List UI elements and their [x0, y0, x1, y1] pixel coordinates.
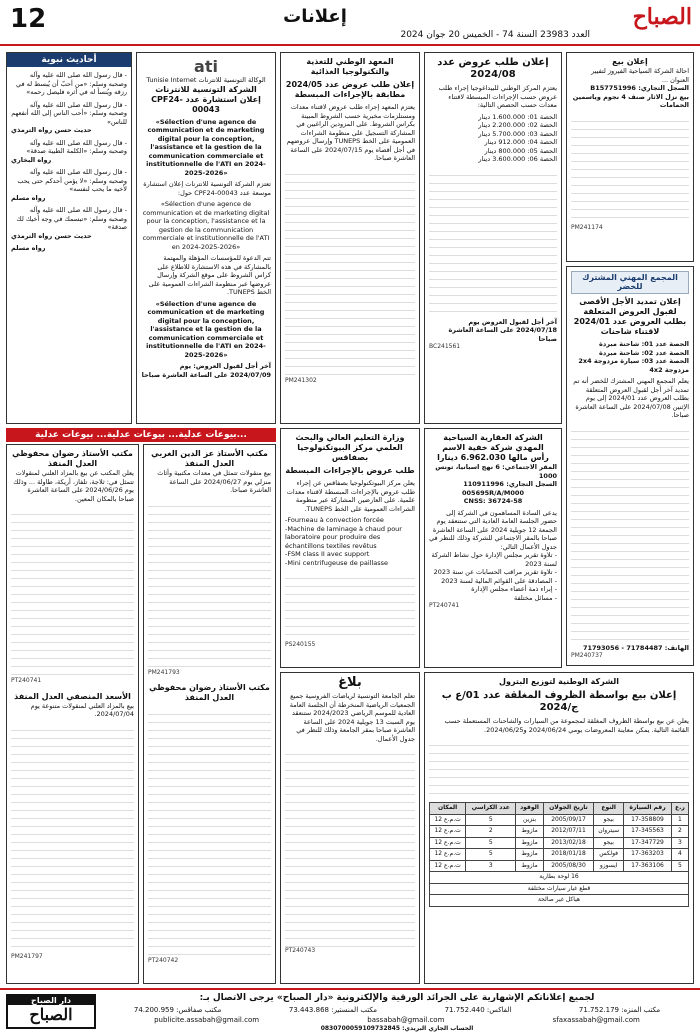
table-cell: 2018/01/18 [543, 849, 593, 861]
federation-text-lines [285, 747, 415, 947]
company-body: يدعى السادة المساهمون في الشركة إلى حضور الجلسة العامة العادية التي ستنعقد يوم الجمعة 12 جويلية 2024 على الساعة العاشرة صباحا بالمقر الاجتماعي للشركة وذلك للنظر في جدول الأعمال التالي: [429, 508, 557, 551]
vegetable-body: يعلم المجمع المهني المشترك للخضر أنه تم تمديد آخر أجل لقبول العروض المتعلقة بطلب العروض عدد 2024/01 إلى يوم الإثنين 2024/07/08 على الساعة العاشرة صباحا. [573, 377, 689, 419]
biotech-sub: طلب عروض بالإجراءات المبسطة [285, 466, 415, 475]
hadith-box [6, 52, 132, 424]
ati-logo-sub: الوكالة التونسية للانترنات Tunisie Internet [146, 76, 266, 84]
table-cell: 3 [671, 837, 688, 849]
ati-notice [136, 52, 276, 424]
hadith-1: - قال رسول الله صلى الله عليه وآله وصحبه وسلم: «من أحبّ أن يُبسط له في رزقه ويُنسأ له في أثره فليصل رحمه» [16, 71, 127, 96]
closed-sale-table [429, 802, 689, 907]
vegetable-ref: PM240737 [571, 652, 603, 659]
table-cell: بيجو [594, 814, 624, 826]
vegetable-group-title: المجمع المهني المشترك للخضر [571, 271, 689, 294]
footer-logo-box [6, 994, 96, 1029]
table-header-row [430, 803, 689, 815]
auction-a1-head: مكتب الأستاذ رضوان محفوظي العدل المنفذ [12, 449, 133, 468]
closed-sale-org: الشركة الوطنية لتوزيع البترول [499, 677, 619, 686]
page-footer [0, 988, 700, 1031]
page-number: 12 [10, 4, 47, 34]
table-row [430, 837, 689, 849]
company-meeting-notice [424, 428, 562, 668]
biotech-item-3: -FSM class II avec support [285, 550, 370, 558]
ati-body2: تتم الدعوة للمؤسسات المؤهلة والمهتمة بالمشاركة في هذه الاستشارة للاطلاع على كراس الشروط على موقع الشركة وإرسال عروضها عبر منظومة الشراءات العمومية على الخط TUNEPS. [148, 254, 271, 296]
table-cell: 5 [671, 860, 688, 872]
table-cell: بنزين [516, 814, 544, 826]
table-cell: 2005/08/30 [543, 860, 593, 872]
closed-sale-text-lines [429, 738, 689, 798]
table-row [430, 826, 689, 838]
tender-lot-6: الحصة 06: 3.600.000 دينار [478, 155, 557, 163]
table-cell: 17-347729 [624, 837, 672, 849]
table-cell: 17-363203 [624, 849, 672, 861]
federation-ref: PT240743 [285, 947, 316, 954]
table-cell: 4 [671, 849, 688, 861]
issue-line: العدد 23983 السنة 74 - الخميس 20 جوان 2024 [400, 30, 590, 40]
auction-a3-lines [11, 723, 134, 953]
footer-email-3[interactable]: sfaxassabah@gmail.com [552, 1016, 640, 1024]
table-row [430, 883, 689, 895]
ati-deadline: آخر أجل لقبول العروض: يوم 2024/07/09 على الساعة العاشرة صباحا [141, 362, 271, 379]
table-header: النوع [594, 803, 624, 815]
footer-office-monastir: مكتب المنستير: 73.443.868 [288, 1006, 377, 1014]
table-header: عدد الكراسي [466, 803, 516, 815]
ati-fr-title: «Sélection d'une agence de communication et de marketing digital pour la conception, l'assistance et la gestion de la communication commerciale et institutionnelle de l'ATI en 2024-2025-2026» [146, 117, 266, 177]
institute-sub: إعلان طلب عروض عدد 2024/05 مطابقة بالإجراءات المبسطة [285, 80, 415, 99]
footer-office-sfax: مكتب صفاقس: 74.200.959 [133, 1006, 222, 1014]
table-cell: 17-363106 [624, 860, 672, 872]
section-title: إعلانات [283, 6, 347, 27]
closed-sale-body: يعلن عن بيع بواسطة الظروف المغلقة لمجموعة من السيارات والشاحنات المستعملة حسب القائمة التالية. يمكن معاينة المعروضات يومي 2024/06/24 و2024/06/25. [444, 717, 689, 734]
table-header: المكان [430, 803, 466, 815]
table-cell: 2012/07/11 [543, 826, 593, 838]
company-agenda-1: - تلاوة تقرير مجلس الإدارة حول نشاط الشركة لسنة 2023 [431, 551, 557, 568]
federation-notice [280, 672, 420, 984]
vegetable-phone: الهاتف: 71784487 - 71793056 [582, 643, 689, 652]
footer-logo-small: دار الصباح [8, 996, 94, 1005]
ati-consult: إعلان استشارة عدد CPF24-00043 [151, 94, 261, 114]
ati-body1: تعتزم الشركة التونسية للانترنات إعلان استشارة موسعة عدد CPF24-00043 حول: [143, 180, 271, 197]
table-cell: 16 لوحة بطارية [430, 872, 689, 884]
biotech-item-2: -Machine de laminage à chaud pour laboratoire pour produire des échantillons textiles revêtus [285, 524, 402, 550]
company-hq: المقر الاجتماعي: 6 نهج اسبانيا، تونس 1000 [435, 463, 557, 480]
table-cell: بيجو [594, 837, 624, 849]
tender-lot-5: الحصة 05: 800.000 دينار [484, 146, 557, 155]
biotech-tender [280, 428, 420, 668]
footer-logo: الصباح [29, 1005, 73, 1024]
hadith-src-1: حديث حسن رواه الترمذي [11, 126, 92, 134]
sale-legal: بيع نزل الاثار صنف 4 نجوم وياسمين الحمامات [572, 92, 689, 109]
table-row [430, 872, 689, 884]
hotel-sale-notice [566, 52, 694, 262]
table-cell: فولكس [594, 849, 624, 861]
ati-title: الشركة التونسية للانترنات [155, 84, 257, 94]
footer-email-1[interactable]: publicite.assabah@gmail.com [154, 1016, 260, 1024]
tender-body: يعتزم المركز الوطني للبيداغوجيا إجراء طلب عروض حسب الإجراءات المبسطة لاقتناء معدات حسب الحصص التالية: [438, 84, 557, 109]
institute-title: المعهد الوطني للتغذية والتكنولوجيا الغذائية [306, 57, 394, 76]
table-cell: 2013/02/18 [543, 837, 593, 849]
table-header: ر.ع [671, 803, 688, 815]
auction-a3-head: الأسعد المنصفي العدل المنفذ [14, 691, 131, 701]
table-row [430, 860, 689, 872]
hadith-3: - قال رسول الله صلى الله عليه وآله وصحبه وسلم: «الكلمة الطيبة صدقة» [26, 138, 127, 155]
hadith-2: - قال رسول الله صلى الله عليه وآله وصحبه وسلم: «أحب الناس إلى الله أنفعهم للناس» [11, 100, 127, 126]
footer-offices [100, 1006, 694, 1014]
closed-sale-notice [424, 672, 694, 984]
footer-office-menzah: مكتب المنزه: 71.752.179 [578, 1006, 661, 1014]
hadith-src-2: رواه البخاري [11, 155, 52, 164]
footer-rib: الحساب الجاري البريدي: 0830700059109732845 [320, 1025, 474, 1032]
table-cell: ت.م.ع 12 [430, 826, 466, 838]
newspaper-logo: الصباح [632, 4, 692, 30]
company-agenda-3: - المصادقة على القوائم المالية لسنة 2023 [441, 576, 557, 585]
vegetable-lot-2: الحصة عدد 02: شاحنة مبردة [599, 348, 689, 357]
biotech-item-4: -Mini centrifugeuse de paillasse [285, 558, 389, 567]
tender-title: إعلان طلب عروض عدد 2024/08 [437, 57, 549, 80]
auction-a1-body: يعلن المكتب عن بيع بالمزاد العلني لمنقولات تتمثل في: ثلاجة، تلفاز، أريكة، طاولة ... وذلك يوم 2024/06/26 على الساعة العاشرة صباحا بالمكان المعين. [13, 469, 134, 503]
vegetable-lot-3: الحصة عدد 03: سيارة مزدوجة 2x4 مزدوجة 4x2 [578, 357, 689, 374]
sale-body: احالة الشركة السياحية الفيروز لتفيير العنوان ... [591, 67, 689, 84]
table-cell: مازوط [516, 849, 544, 861]
table-cell: مازوط [516, 860, 544, 872]
tender-lot-2: الحصة 02: 2.200.000 دينار [478, 121, 557, 129]
auction-ref-2: PM241793 [148, 668, 180, 676]
auction-a1-head-b: مكتب الأستاذ رضوان محفوظي العدل المنفذ [149, 683, 270, 702]
auction-col-a [6, 444, 139, 984]
auction-a2-body: بيع منقولات تتمثل في معدات مكتبية وأثاث منزلي يوم 2024/06/27 على الساعة العاشرة صباحا. [157, 469, 271, 494]
table-cell: ت.م.ع 12 [430, 837, 466, 849]
auction-ref-1: PT240741 [11, 677, 42, 684]
table-cell: 17-345563 [624, 826, 672, 838]
table-cell: قطع غيار سيارات مختلفة [430, 883, 689, 895]
auction-a2-lines [148, 499, 271, 669]
table-header: تاريخ الجولان [543, 803, 593, 815]
table-cell: هياكل غير صالحة [430, 895, 689, 907]
institute-body: يعتزم المعهد إجراء طلب عروض لاقتناء معدات ومستلزمات مخبرية حسب الشروط المبينة بكراس الشروط. على المزودين الراغبين في المشاركة التسجيل على منظومة الشراءات العمومية على الخط TUNEPS وإرسال عروضهم في أجل أقصاه يوم 2024/07/15 على الساعة العاشرة صباحا. [286, 103, 415, 162]
sale-text-lines [571, 114, 689, 224]
vegetable-extension-title: إعلان تمديد الأجل الأقصى لقبول العروض المتعلقة بطلب العروض عدد 2024/01 لاقتناء شاحنات [573, 297, 687, 336]
tender-lot-3: الحصة 03: 5.700.000 دينار [478, 129, 557, 138]
company-agenda-2: - تلاوة تقرير مراقب الحسابات عن سنة 2023 [433, 568, 557, 576]
institute-ref: PM241302 [285, 376, 317, 384]
vegetable-group-notice [566, 266, 694, 666]
company-agenda-5: - مسائل مختلفة [513, 593, 557, 602]
table-cell: 5 [466, 837, 516, 849]
auction-a2-head: مكتب الأستاذ عز الدين الغربي العدل المنفذ [151, 449, 268, 468]
table-row [430, 814, 689, 826]
company-title: الشركة العقارية السياحية المهدي شركة خفية الاسم [442, 433, 544, 452]
vegetable-lot-1: الحصة عدد 01: شاحنة مبردة [599, 340, 689, 348]
sale-rc: السجل التجاري: B157751996 [590, 84, 689, 92]
federation-title: بلاغ [338, 675, 362, 690]
hadith-src-3: رواه مسلم [11, 193, 46, 202]
table-cell: ت.م.ع 12 [430, 860, 466, 872]
auction-a1-lines [11, 507, 134, 677]
federation-body: تعلم الجامعة التونسية لرياضات الفروسية جميع الجمعيات الرياضية المنخرطة أن الجلسة العامة العادية للموسم الرياضي 2024/2023 ستنعقد يوم السبت 13 جويلية 2024 على الساعة العاشرة صباحا بمقر الجامعة وذلك للنظر في جدول الأعمال. [289, 692, 415, 743]
table-cell: 5 [466, 814, 516, 826]
biotech-body: يعلن مركز البيوتكنولوجيا بصفاقس عن إجراء طلب عروض بالإجراءات المبسطة لاقتناء معدات علمية. على العارضين المشاركة عبر منظومة الشراءات العمومية على الخط TUNEPS. [286, 479, 415, 513]
tender-lot-1: الحصة 01: 1.600.000 دينار [478, 112, 557, 121]
tender-deadline: آخر أجل لقبول العروض يوم 2024/07/18 على الساعة العاشرة صباحا [448, 317, 557, 343]
hadith-src-5: رواه مسلم [11, 244, 46, 252]
table-cell: مازوط [516, 826, 544, 838]
table-cell: 5 [466, 849, 516, 861]
sale-ref: PM241174 [571, 223, 603, 231]
table-header: الوقود [516, 803, 544, 815]
company-capital: رأس مالها 6.962.030 دينارا [437, 453, 549, 462]
table-cell: 2 [671, 826, 688, 838]
tender-2024-08 [424, 52, 562, 424]
biotech-text-lines [285, 571, 415, 641]
table-cell: مازوط [516, 837, 544, 849]
auction-a3-body: بيع بالمزاد العلني لمنقولات متنوعة يوم 2024/07/04. [30, 701, 134, 718]
table-cell: 2 [466, 826, 516, 838]
sale-title: إعلان بيع [612, 57, 648, 66]
table-cell: 2005/09/17 [543, 814, 593, 826]
company-rc: السجل التجاري: 110911996 [463, 480, 557, 488]
table-cell: سيتروان [594, 826, 624, 838]
tender-text-lines [429, 168, 557, 318]
table-header: رقم السيارة [624, 803, 672, 815]
table-cell: ت.م.ع 12 [430, 849, 466, 861]
company-id: 005695R/A/M000 [462, 488, 524, 497]
vegetable-text-lines [571, 424, 689, 644]
tender-lot-4: الحصة 04: 912.000 دينار [484, 138, 557, 146]
table-cell: 3 [466, 860, 516, 872]
hadith-title: أحاديث نبوية [7, 53, 131, 67]
company-ref: PT240741 [429, 602, 460, 609]
footer-call: لجميع إعلاناتكم الإشهارية على الجرائد الورقية والإلكترونية «دار الصباح» يرجى الاتصال بـ: [199, 993, 595, 1003]
hadith-src-4: حديث حسن رواه الترمذي [11, 231, 92, 240]
company-agenda-4: - إبراء ذمة أعضاء مجلس الإدارة [471, 585, 557, 593]
auction-col-b [143, 444, 276, 984]
table-row [430, 849, 689, 861]
page-header [0, 0, 700, 46]
closed-sale-title: إعلان بيع بواسطة الظروف المغلقة عدد 01/ع ب ج/2024 [441, 690, 677, 713]
footer-emails [100, 1016, 694, 1024]
auction-b2-lines [148, 707, 271, 957]
footer-office-fax: الفاكس: 71.752.440 [444, 1006, 512, 1014]
biotech-title: وزارة التعليم العالي والبحث العلمي مركز البيوتكنولوجيا بصفاقس [295, 433, 405, 462]
table-cell: ايسوزو [594, 860, 624, 872]
auction-banner: بيوعات عدلية... بيوعات عدلية... بيوعات عدلية... [6, 428, 276, 442]
biotech-item-1: -Fourneau à convection forcée [285, 516, 384, 524]
company-cnss: CNSS: 36724-58 [463, 497, 523, 505]
institute-text-lines [285, 167, 415, 377]
auction-ref-3: PT240742 [148, 957, 179, 964]
auction-ref-4: PM241797 [11, 952, 43, 960]
hadith-4: - قال رسول الله صلى الله عليه وآله وصحبه وسلم: «لا يؤمن أحدكم حتى يحب لأخيه ما يحب لنفسه» [17, 168, 127, 193]
footer-email-2[interactable]: bassabah@gmail.com [367, 1016, 445, 1024]
ati-fr-title-repeat: «Sélection d'une agence de communication et de marketing digital pour la conception, l'assistance et la gestion de la communication commerciale et institutionnelle de l'ATI en 2024-2025-2026» [142, 200, 270, 251]
biotech-ref: PS240155 [285, 641, 316, 648]
ati-logo: ati [194, 57, 218, 76]
hadith-5: - قال رسول الله صلى الله عليه وآله وصحبه وسلم: «تبسمك في وجه أخيك لك صدقة» [16, 206, 127, 231]
table-row [430, 895, 689, 907]
table-cell: ت.م.ع 12 [430, 814, 466, 826]
table-cell: 1 [671, 814, 688, 826]
table-cell: 17-358809 [624, 814, 672, 826]
ati-fr-title-repeat2: «Sélection d'une agence de communication et de marketing digital pour la conception, l'assistance et la gestion de la communication commerciale et institutionnelle de l'ATI en 2024-2025-2026» [146, 299, 266, 359]
tender-ref: BC241561 [429, 343, 461, 350]
institute-notice [280, 52, 420, 424]
